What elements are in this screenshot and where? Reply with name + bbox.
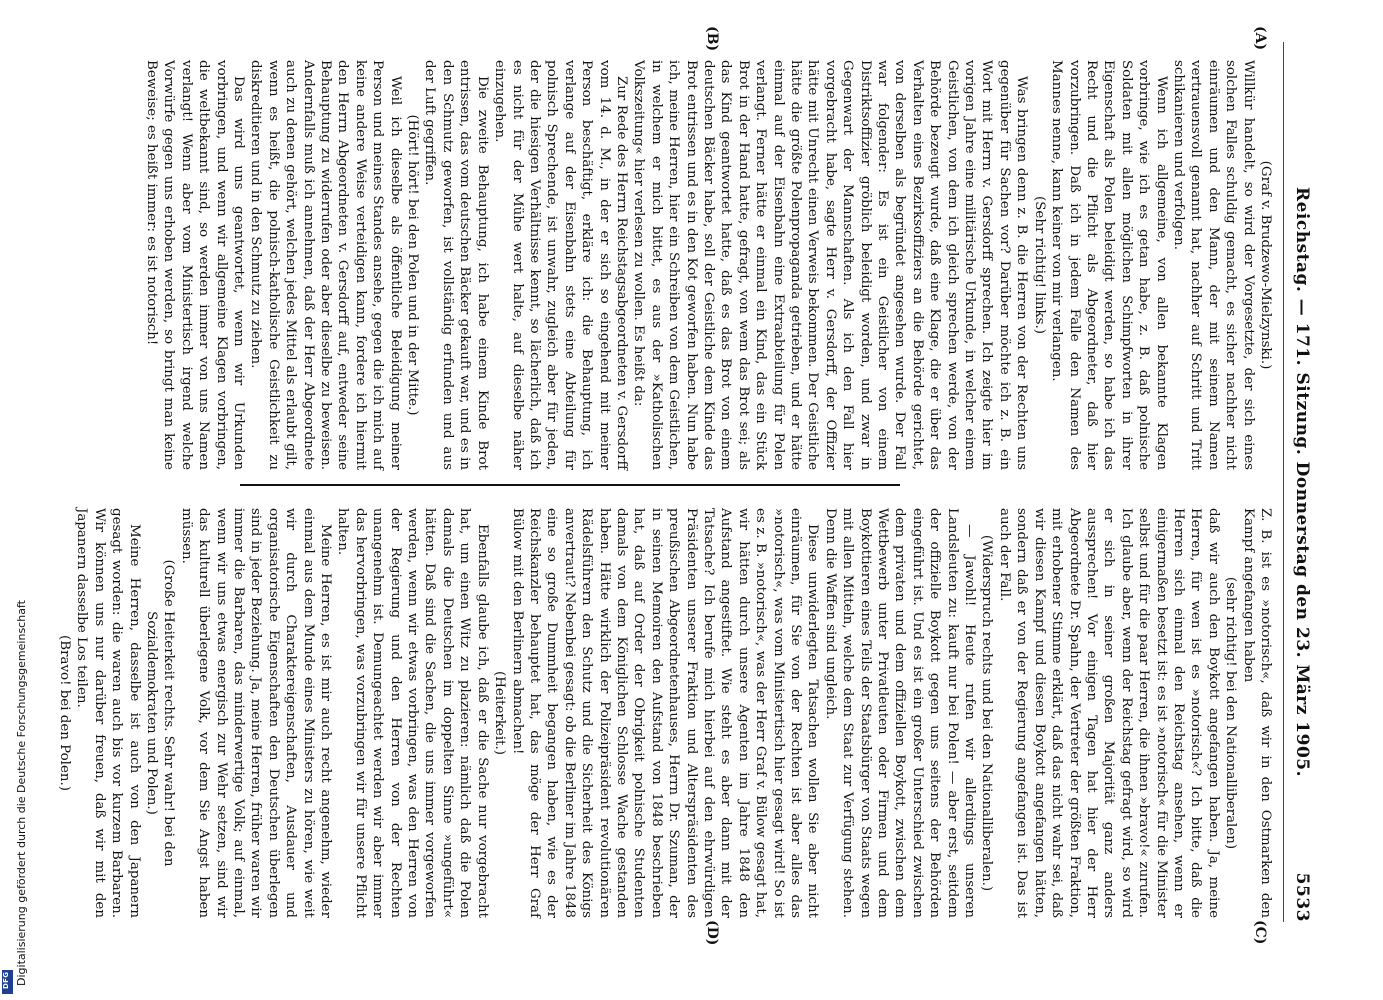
paragraph: Meine Herren, es ist mir auch recht angenehm, wieder einmal aus dem Munde eines Ministers zu hören, wie weit wir durch Charaktereigenschaften, Ausdauer und organisatorische Eigenschaften den Deutschen überlegen sind in jeder Beziehung. Ja, meine Herren, früher waren wir immer die Barbaren, das minderwertige Volk; auf einmal, wenn wir uns etwas energisch zur Wehr setzen, sind wir das kulturell überlegene Volk, vor dem Sie Angst haben müssen. (178, 508, 334, 919)
paragraph: Willkür handelt, so wird der Vorgesetzte, der sich eines solchen Falles schuldig gemacht, es sicher nachher nicht einräumen und den Mann, der mit seinem Namen vertrauensvoll genannt hat, nachher auf Schritt und Tritt schikanieren und verfolgen. (1170, 60, 1256, 470)
paragraph: Das wird uns geantwortet, wenn wir Urkunden vorbringen, und wenn wir allgemeine Klagen vorbringen, die weltbekannt sind, so werden immer von uns Namen verlangt! Wenn aber vom Ministertisch irgend welche Vorwürfe gegen uns erhoben werden, so bringt man keine Beweise; es heißt immer: es ist notorisch! (144, 60, 247, 470)
interjection: (Sehr richtig! links.) (1031, 196, 1047, 334)
paragraph: Was bringen denn z. B. die Herren von der Rechten uns gegenüber für Sachen vor? Darüber möchte ich z. B. ein Wort mit Herrn v. Gersdorff sprechen. Ich zeigte hier im vorigen Jahre eine militärische Urkunde, in welcher einem Geistlichen, von dem ich gleich sprechen werde, von der Behörde bezeugt wurde, daß eine Klage, die er über das Verhalten eines Bezirksoffiziers an die Behörde gerichtet, von derselben als begründet angesehen wurde. Der Fall war folgender: Es ist ein Geistlicher von einem Distriktsoffizier gröblich beleidigt worden, und zwar in Gegenwart der Mannschaften. Als ich den Fall hier vorgebracht habe, sagte Herr v. Gersdorff, der Offizier hätte mit Unrecht einen Verweis bekommen. Der Geistliche hätte die größte Polenpropaganda getrieben, und er hätte einmal auf der Eisenbahn eine Extraabteilung für Polen verlangt. Ferner hätte er einmal ein Kind, das ein Stück Brot in der Hand hatte, gefragt, von wem das Brot sei; als das Kind geantwortet hatte, daß es das Brot von einem deutschen Bäcker habe, soll der Geistliche dem Kinde das Brot entrissen und es in den Kot geworfen haben. Nun habe ich, meine Herren, hier ein Schreiben von dem Geistlichen, in welchem er mich bittet, es aus der »Katholischen Volkszeitung« hier verlesen zu wollen. Es heißt da: (631, 60, 1030, 470)
interjection: (Heiterkeit.) (492, 671, 508, 755)
interjection: (Hört! hört! bei den Polen und in der Mitte.) (405, 114, 421, 416)
margin-marker-b: (B) (704, 26, 720, 52)
paragraph: Ebenfalls glaube ich, daß er die Sache nur vorgebracht hat, um einen Witz zu plazieren: nämlich daß die Polen damals die Deutschen im doppelten Sinne »ungeführt« hätten. Daß sind die Sachen, die uns immer vorgeworfen werden, wenn wir etwas vorbringen, was den Herren von der Regierung und den Herren von der Rechten unangenehm ist. Demungeachtet werden wir aber immer das hervorbringen, was vorzubringen wir für unsere Pflicht halten. (335, 508, 490, 918)
interjection: (sehr richtig! bei den Nationalliberalen) (1223, 576, 1239, 850)
right-column (56, 508, 1274, 919)
header-rule (1283, 42, 1284, 922)
page-header-title: Reichstag. — 171. Sitzung. Donnerstag den 23. März 1905. (1292, 186, 1312, 778)
page-number: 5533 (1292, 872, 1312, 922)
interjection: (Widerspruch rechts und bei den Nationalliberalen.) (979, 534, 995, 892)
scanned-page (48, 22, 1318, 946)
funding-note: Digitalisierung gefördert durch die Deutsche Forschungsgemeinschaft (15, 600, 28, 986)
quoted-paragraph: Weil ich dieselbe als öffentliche Beleidigung meiner Person und meines Standes ansehe, gegen die ich mich auf keine andere Weise verteidigen kann, fordere ich hiermit den Herrn Abgeordneten v. Gersdorff auf, entweder seine Behauptung zu widerrufen oder aber dieselbe zu beweisen. Andernfalls muß ich annehmen, daß der Herr Abgeordnete auch zu denen gehört, welchen jedes Mittel als erlaubt gilt, wenn es heißt, die polnisch-katholische Geistlichkeit zu diskreditieren und in den Schmutz zu ziehen. (248, 60, 403, 470)
dfg-logo-text: DFG (2, 971, 10, 989)
column-rule (240, 484, 900, 486)
funding-footer (2, 0, 28, 1000)
paragraph: Z. B. ist es »notorisch«, daß wir in den Ostmarken den Kampf angefangen haben (1240, 508, 1273, 918)
margin-marker-c: (C) (1252, 920, 1268, 945)
quoted-paragraph: Die zweite Behauptung, ich habe einem Kinde Brot entrissen, das vom deutschen Bäcker gekauft war, und es in den Schmutz geworfen, ist vollständig erfunden und aus der Luft gegriffen. (422, 60, 490, 470)
paragraph: daß wir auch den Boykott angefangen haben. Ja, meine Herren, für wen ist es »notorisch«? Ich bitte, daß die Herren sich einmal den Reichstag ansehen, wenn er einigermaßen besetzt ist: es ist »notorisch« für die Minister selbst und für die paar Herren, die ihnen »bravo!« zurufen. Ich glaube aber, wenn der Reichstag gefragt wird, so wird er sich in seiner großen Majorität ganz anders aussprechen! Vor einigen Tagen hat hier der Herr Abgeordnete Dr. Spahn, der Vertreter der größten Fraktion, mit erhobener Stimme erklärt, daß das nicht wahr sei, daß wir diesen Kampf und diesen Boykott angefangen hätten, sondern daß er von der Regierung angefangen ist. Das ist auch der Fall. (996, 508, 1221, 918)
paragraph: Diese unwiderlegten Tatsachen wollen Sie aber nicht einräumen, für Sie von der Rechten ist aber alles das »notorisch«, was vom Ministertisch hier gesagt wird! So ist es z. B. »notorisch«, was der Herr Graf v. Bülow gesagt hat, wir hätten durch unsere Agenten im Jahre 1848 den Aufstand angestiftet. Wie steht es aber dann mit der Tatsache? Ich berufe mich hierbei auf den ehrwürdigen Präsidenten unserer Fraktion und Alterspräsidenten des preußischen Abgeordnetenhauses, Herrn Dr. Szuman, der in seinen Memoiren den Aufstand von 1848 beschrieben hat, daß auf Order der Obrigkeit polnische Studenten damals von dem Königlichen Schlosse Wache gestanden haben. Hätte wirklich der Polizeipräsident revolutionären Rädelsführern den Schutz und die Sicherheit des Königs anvertraut? Nebenbei gesagt: ob die Berliner im Jahre 1848 eine so große Dummheit begangen haben, wie es der Reichskanzler behauptet hat, das möge der Herr Graf Bülow mit den Berlinern abmachen! (509, 508, 821, 918)
left-column (94, 60, 1274, 470)
dfg-logo (2, 970, 13, 994)
paragraph: — Jawohl! Heute rufen wir allerdings unseren Landsleuten zu: kauft nur bei Polen! — aber erst, seitdem der offizielle Boykott gegen uns seitens der Behörden eingeführt ist. Und es ist ein großer Unterschied zwischen dem privaten und dem offiziellen Boykott, zwischen dem Wettbewerb unter Privatleuten oder Firmen und dem Boykottieren eines Teils der Staatsbürger von Staats wegen mit allen Mitteln, welche dem Staat zur Verfügung stehen. Denn die Waffen sind ungleich. (822, 508, 978, 918)
speaker-line: (Graf v. Brudzewo-Mielzynski.) (1258, 160, 1273, 370)
interjection: (Bravo! bei den Polen.) (56, 635, 72, 791)
margin-marker-d: (D) (704, 920, 720, 946)
quoted-paragraph: Zur Rede des Herrn Reichstagsabgeordneten v. Gersdorff vom 14. d. M., in der er sich so eingehend mit meiner Person beschäftigt, erkläre ich: die Behauptung, ich verlange auf der Eisenbahn stets eine Abteilung für polnisch Sprechende, ist unwahr, zugleich aber für jeden, der die hiesigen Verhältnisse kennt, so lächerlich, daß ich es nicht für der Mühe wert halte, auf dieselbe näher einzugehen. (492, 60, 629, 470)
page-header (1286, 42, 1312, 922)
paragraph: Wenn ich allgemeine, von allen bekannte Klagen vorbringe, wie ich es getan habe, z. B. daß polnische Soldaten mit allen möglichen Schimpfworten in ihrer Eigenschaft als Polen beleidigt werden, so habe ich das Recht und die Pflicht als Abgeordneter, daß hier vorzubringen. Daß ich in jedem Falle den Namen des Mannes nenne, kann keiner von mir verlangen. (1049, 60, 1169, 470)
margin-marker-a: (A) (1252, 26, 1268, 51)
interjection: (Große Heiterkeit rechts. Sehr wahr! bei den Sozialdemokraten und Polen.) (144, 559, 177, 867)
paragraph: Meine Herren, dasselbe ist auch von den Japanern gesagt worden: die waren auch bis vor kurzem Barbaren. Wir können uns nur darüber freuen, daß wir mit den Japanern dasselbe Los teilen. (74, 508, 142, 918)
